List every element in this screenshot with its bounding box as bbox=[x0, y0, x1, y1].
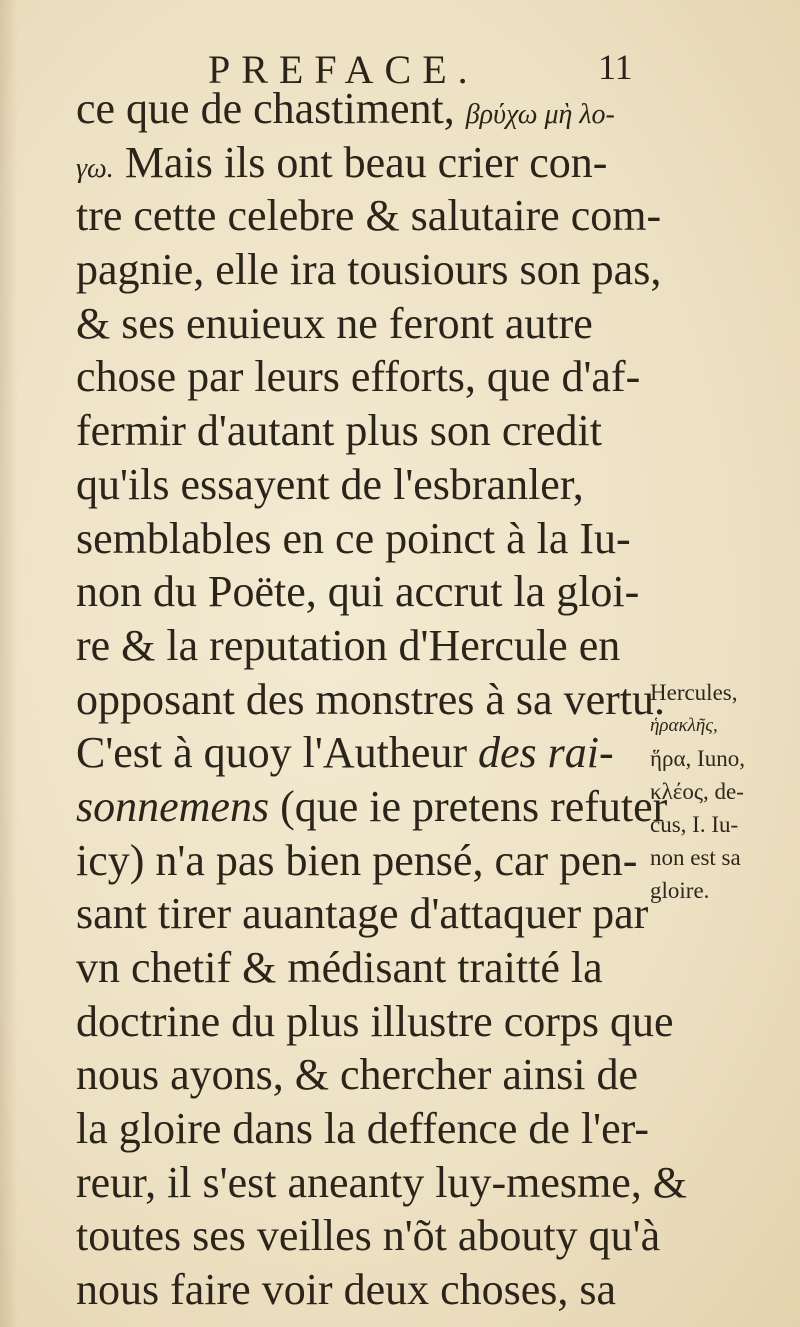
text-line: & ses enuieux ne feront autre bbox=[76, 298, 593, 348]
margin-line: ἡρακλῆς, bbox=[650, 715, 718, 736]
text-line: tre cette celebre & salutaire com- bbox=[76, 191, 662, 241]
text-span: ce que de chastiment, bbox=[76, 84, 466, 133]
text-line: doctrine du plus illustre corps que bbox=[76, 996, 674, 1046]
text-line bbox=[76, 136, 648, 190]
text-line: icy) n'a pas bien pensé, car pen- bbox=[76, 835, 638, 885]
page-number: 11 bbox=[598, 47, 633, 87]
text-line: toutes ses veilles n'õt abouty qu'à bbox=[76, 1211, 661, 1261]
text-line: vn chetif & médisant traitté la bbox=[76, 943, 603, 992]
text-span: C'est à quoy l'Autheur bbox=[76, 728, 479, 778]
text-line: nous faire voir deux choses, sa bbox=[76, 1265, 617, 1315]
text-line bbox=[76, 780, 668, 834]
running-head: PREFACE. bbox=[208, 47, 479, 92]
margin-line: κλέος, de- bbox=[650, 779, 744, 804]
margin-line: cus, I. Iu- bbox=[650, 812, 739, 837]
text-line: re & la reputation d'Hercule en bbox=[76, 620, 621, 670]
margin-line: non est sa bbox=[650, 845, 741, 870]
text-line: nous ayons, & chercher ainsi de bbox=[76, 1050, 639, 1100]
text-line: semblables en ce poinct à la Iu- bbox=[76, 513, 631, 563]
text-line: chose par leurs efforts, que d'af- bbox=[76, 352, 641, 402]
text-line: reur, il s'est aneanty luy-mesme, & bbox=[76, 1157, 687, 1207]
margin-line: gloire. bbox=[650, 878, 710, 903]
text-line: opposant des monstres à sa vertu. bbox=[76, 674, 665, 724]
text-line: fermir d'autant plus son credit bbox=[76, 406, 603, 456]
text-line bbox=[76, 82, 648, 136]
text-line: non du Poëte, qui accrut la gloi- bbox=[76, 567, 640, 617]
text-line: la gloire dans la deffence de l'er- bbox=[76, 1104, 650, 1154]
marginal-note bbox=[650, 676, 795, 907]
text-line: sant tirer auantage d'attaquer par bbox=[76, 889, 649, 939]
italic-title: sonnemens bbox=[76, 781, 270, 831]
margin-line: ἥρα, Iuno, bbox=[650, 746, 745, 771]
text-span: Mais ils ont beau crier con- bbox=[113, 137, 608, 187]
page-gutter-shadow bbox=[0, 0, 18, 1327]
greek-phrase: βρύχω μὴ λο- bbox=[465, 99, 615, 130]
text-line bbox=[76, 726, 648, 780]
italic-title: des rai- bbox=[478, 728, 614, 778]
text-span: (que ie pretens refuter bbox=[269, 781, 668, 831]
margin-line: Hercules, bbox=[650, 680, 738, 705]
greek-phrase: γω. bbox=[76, 152, 114, 184]
text-line: qu'ils essayent de l'esbranler, bbox=[76, 459, 584, 509]
text-line: pagnie, elle ira tousiours son pas, bbox=[76, 245, 662, 295]
